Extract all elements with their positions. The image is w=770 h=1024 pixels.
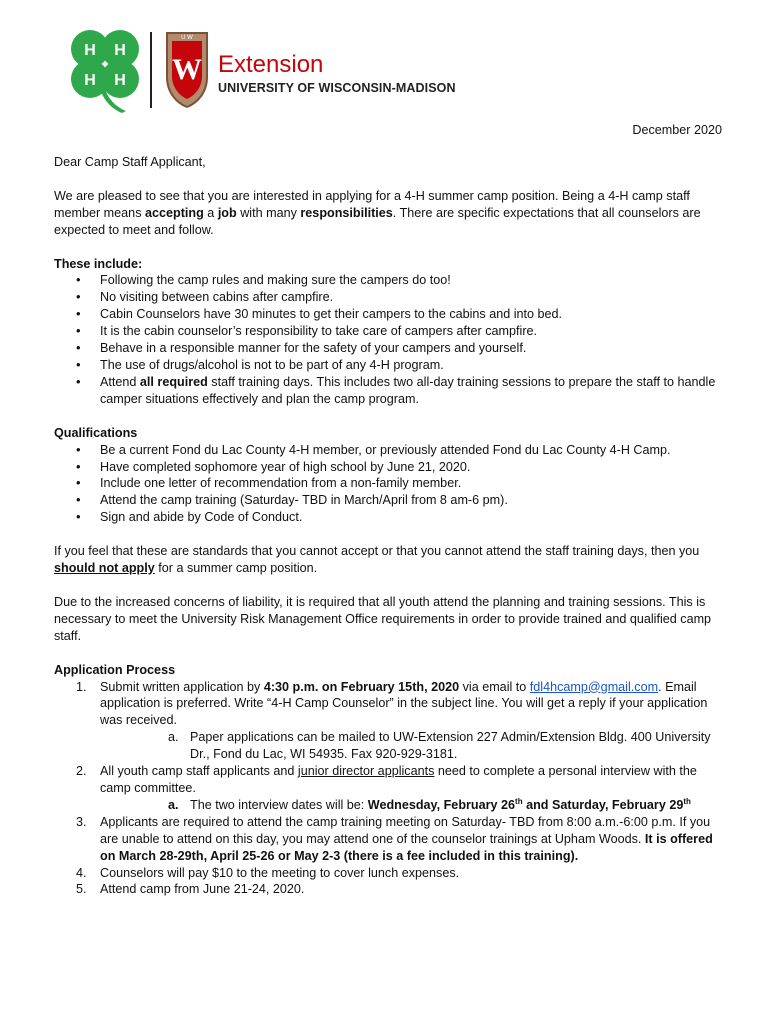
list-item: • No visiting between cabins after campfire. (54, 289, 722, 306)
expectations-heading: These include: (54, 256, 143, 271)
sub-item (100, 797, 722, 814)
item-number: 3. (76, 814, 87, 829)
intro-text: with many (236, 205, 301, 220)
uw-crest-logo (163, 27, 211, 109)
should-not-apply-text: should not apply (54, 561, 155, 576)
list-item: • The use of drugs/alcohol is not to be part of any 4-H program. (54, 357, 722, 374)
svg-text:H: H (84, 72, 96, 89)
svg-text:H: H (84, 42, 96, 59)
interview-date-1: Wednesday, February 26 (367, 797, 516, 812)
salutation: Dear Camp Staff Applicant, (54, 154, 206, 169)
item-number: 5. (76, 882, 87, 897)
item-number: 4. (76, 865, 87, 880)
logo-divider (150, 32, 152, 108)
sub-item (100, 729, 722, 763)
list-item: • Be a current Fond du Lac County 4-H member, or previously attended Fond du Lac County 4-H Camp. (54, 442, 722, 459)
intro-bold-accepting: accepting (145, 205, 204, 220)
4h-clover-logo (60, 27, 152, 113)
interview-date-2: and Saturday, February 29 (522, 797, 684, 812)
svg-text:H: H (114, 72, 126, 89)
svg-text:U W: U W (181, 35, 193, 41)
sub-item-letter: a. (168, 730, 179, 745)
intro-text: a (203, 205, 218, 220)
svg-text:H: H (114, 42, 126, 59)
process-item-2 (54, 763, 722, 814)
junior-director-text: junior director applicants (297, 764, 435, 779)
email-link[interactable]: fdl4hcamp@gmail.com (529, 679, 659, 694)
intro-text: . There are specific expectations that all counselors are expected to meet and follow. (54, 205, 701, 237)
item-number: 1. (76, 679, 87, 694)
qualifications-heading: Qualifications (54, 425, 138, 440)
standards-text: If you feel that these are standards that you cannot accept or that you cannot attend the staff training days, then you (54, 544, 700, 559)
item-text: All youth camp staff applicants and (100, 764, 298, 779)
liability-paragraph: Due to the increased concerns of liability, it is required that all youth attend the planning and training sessions. This is necessary to meet the University Risk Management Office requirements in order to provide trained and qualified camp staff. (54, 594, 712, 643)
university-name: UNIVERSITY OF WISCONSIN-MADISON (218, 81, 456, 95)
standards-text: for a summer camp position. (154, 561, 318, 576)
letter-date: December 2020 (632, 123, 722, 137)
item-number: 2. (76, 764, 87, 779)
intro-text: We are pleased to see that you are interested in applying for a 4-H summer camp position. Being a 4-H camp staff member means (54, 188, 690, 220)
process-item-4 (54, 865, 722, 882)
ordinal-suffix: th (515, 796, 523, 806)
process-list (54, 679, 722, 899)
item-text: need to complete a personal interview with the camp committee. (100, 764, 697, 795)
list-text: staff training days. This includes two all-day training sessions to prepare the staff to handle camper situations effectively and plan the camp program. (100, 374, 716, 406)
process-heading: Application Process (54, 662, 176, 677)
standards-paragraph (54, 543, 722, 577)
item-text: Attend camp from June 21-24, 2020. (100, 882, 305, 897)
qualifications-list (54, 442, 722, 527)
intro-bold-responsibilities: responsibilities (300, 205, 393, 220)
training-dates-text: It is offered on March 28-29th, April 25-26 or May 2-3 (there is a fee included in this training). (100, 831, 713, 863)
list-bold: all required (139, 374, 208, 389)
process-item-5 (54, 881, 722, 898)
letter-body (54, 122, 722, 898)
item-text: Counselors will pay $10 to the meeting to cover lunch expenses. (100, 865, 460, 880)
list-item: • Following the camp rules and making sure the campers do too! (54, 272, 722, 289)
process-item-1 (54, 679, 722, 764)
svg-text:W: W (172, 53, 202, 86)
sub-item-letter: a. (168, 797, 179, 812)
item-text: . Email application is preferred. Write “4-H Camp Counselor” in the subject line. You will get a reply if your application was received. (100, 679, 708, 728)
list-item: • Cabin Counselors have 30 minutes to get their campers to the cabins and into bed. (54, 306, 722, 323)
sub-item-text: The two interview dates will be: (190, 797, 368, 812)
list-item: • Have completed sophomore year of high school by June 21, 2020. (54, 459, 722, 476)
extension-brand-title: Extension (218, 51, 324, 78)
intro-bold-job: job (217, 205, 237, 220)
intro-paragraph (54, 188, 722, 239)
expectations-list (54, 272, 722, 407)
deadline-text: 4:30 p.m. on February 15th, 2020 (263, 679, 460, 694)
list-item: • Attend the camp training (Saturday- TBD in March/April from 8 am-6 pm). (54, 492, 722, 509)
item-text: Submit written application by (100, 679, 264, 694)
list-item: • Sign and abide by Code of Conduct. (54, 509, 722, 526)
item-text: Applicants are required to attend the camp training meeting on Saturday- TBD from 8:00 a.m.-6:00 p.m. If you are unable to attend on this day, you may attend one of the counselor trainings at Upham Woods. (100, 814, 711, 846)
item-text: via email to (459, 679, 530, 694)
process-item-3 (54, 814, 722, 865)
list-text: Attend (100, 374, 140, 389)
ordinal-suffix: th (683, 796, 691, 806)
sub-item-text: Paper applications can be mailed to UW-Extension 227 Admin/Extension Bldg. 400 University Dr., Fond du Lac, WI 54935. Fax 920-929-3181. (190, 730, 711, 762)
list-item (54, 374, 722, 408)
list-item: • Include one letter of recommendation from a non-family member. (54, 475, 722, 492)
list-item: • It is the cabin counselor’s responsibility to take care of campers after campfire. (54, 323, 722, 340)
list-item: • Behave in a responsible manner for the safety of your campers and yourself. (54, 340, 722, 357)
